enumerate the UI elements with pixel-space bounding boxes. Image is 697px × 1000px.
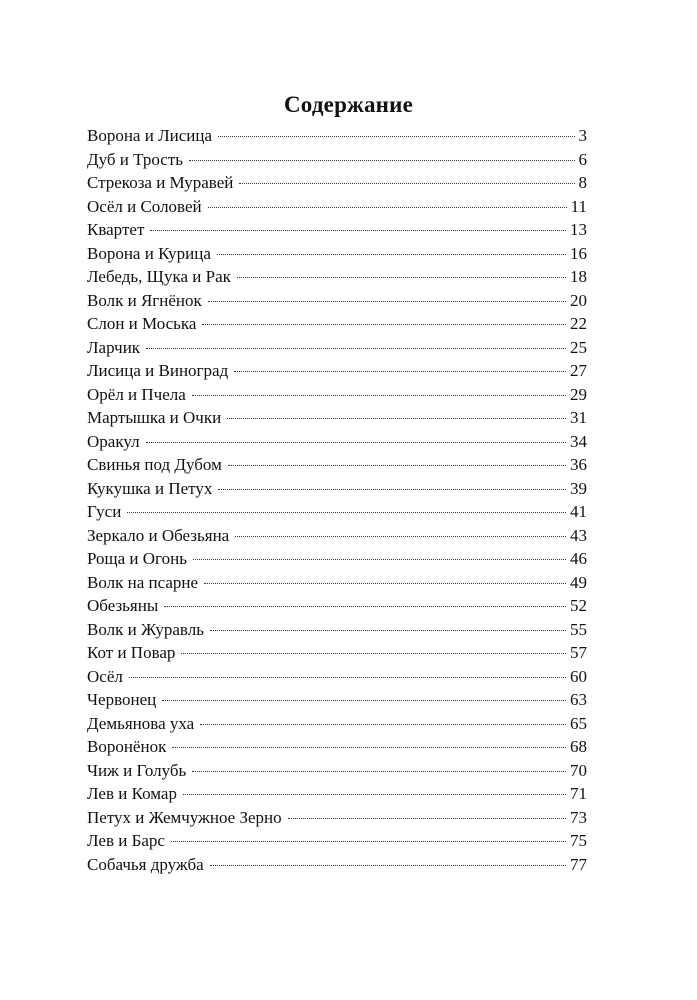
toc-entry: [87, 430, 587, 454]
toc-entry-title: Собачья дружба: [87, 854, 204, 874]
toc-entry-title: Чиж и Голубь: [87, 760, 187, 780]
dot-leader: [146, 348, 566, 349]
toc-entry-page-number: 31: [570, 408, 587, 427]
toc-entry-page-number: 70: [570, 760, 587, 780]
dot-leader: [288, 818, 566, 819]
toc-entry-title: Ларчик: [87, 337, 141, 357]
toc-entry-page-number: 43: [570, 525, 587, 545]
toc-entry-page-number: 11: [570, 196, 587, 216]
toc-entry-page-number: 29: [570, 384, 587, 404]
toc-entry: [87, 524, 587, 548]
toc-entry: [87, 782, 587, 806]
dot-leader: [228, 465, 566, 466]
dot-leader: [192, 771, 566, 772]
toc-entry-page-number: 65: [570, 713, 587, 733]
dot-leader: [202, 324, 566, 325]
toc-entry-title: Осёл и Соловей: [87, 196, 202, 216]
toc-entry-title: Волк и Ягнёнок: [87, 290, 202, 310]
toc-entry: [87, 124, 587, 148]
toc-entry-title: Квартет: [87, 220, 145, 239]
toc-entry-title: Стрекоза и Муравей: [87, 173, 234, 192]
toc-entry-title: Мартышка и Очки: [87, 408, 222, 427]
dot-leader: [210, 630, 566, 631]
toc-entry-page-number: 77: [570, 854, 587, 874]
dot-leader: [181, 653, 566, 654]
dot-leader: [172, 747, 566, 748]
toc-entry: [87, 336, 587, 360]
toc-entry: [87, 148, 587, 172]
toc-entry: [87, 594, 587, 618]
toc-entry-page-number: 41: [570, 502, 587, 521]
toc-entry-title: Обезьяны: [87, 596, 159, 615]
toc-entry-page-number: 73: [570, 807, 587, 827]
toc-entry-page-number: 57: [570, 643, 587, 662]
dot-leader: [218, 136, 575, 137]
dot-leader: [129, 677, 566, 678]
toc-entry-page-number: 6: [578, 149, 587, 169]
toc-entry-title: Зеркало и Обезьяна: [87, 525, 230, 545]
toc-entry: [87, 195, 587, 219]
toc-entry-page-number: 34: [570, 431, 587, 451]
toc-entry: [87, 383, 587, 407]
dot-leader: [146, 442, 566, 443]
dot-leader: [193, 559, 566, 560]
toc-entry-page-number: 52: [570, 596, 587, 615]
toc-entry-page-number: 8: [578, 173, 587, 192]
toc-entry-page-number: 71: [570, 784, 587, 803]
toc-entry-title: Осёл: [87, 666, 123, 686]
toc-entry-page-number: 63: [570, 690, 587, 709]
dot-leader: [127, 512, 566, 513]
toc-entry: [87, 289, 587, 313]
toc-entry-title: Роща и Огонь: [87, 549, 187, 568]
dot-leader: [227, 418, 566, 419]
dot-leader: [239, 183, 574, 184]
dot-leader: [208, 301, 566, 302]
toc-entry: [87, 806, 587, 830]
toc-entry-page-number: 3: [578, 126, 587, 145]
toc-entry: [87, 665, 587, 689]
toc-entry-page-number: 36: [570, 455, 587, 474]
toc-entry-title: Кот и Повар: [87, 643, 176, 662]
toc-entry-title: Кукушка и Петух: [87, 478, 213, 498]
dot-leader: [183, 794, 566, 795]
toc-entry: [87, 242, 587, 266]
dot-leader: [171, 841, 566, 842]
toc-entry: [87, 406, 587, 430]
toc-entry: [87, 453, 587, 477]
dot-leader: [200, 724, 566, 725]
dot-leader: [237, 277, 566, 278]
toc-entry-title: Оракул: [87, 431, 140, 451]
toc-entry-page-number: 18: [570, 267, 587, 286]
dot-leader: [235, 536, 566, 537]
toc-entry: [87, 571, 587, 595]
toc-entry-title: Червонец: [87, 690, 157, 709]
dot-leader: [189, 160, 574, 161]
toc-entry: [87, 477, 587, 501]
toc-entry: [87, 735, 587, 759]
dot-leader: [164, 606, 566, 607]
toc-entry-page-number: 27: [570, 361, 587, 380]
toc-entry-page-number: 68: [570, 737, 587, 756]
toc-entry-title: Слон и Моська: [87, 314, 197, 333]
dot-leader: [208, 207, 567, 208]
toc-entry: [87, 171, 587, 195]
toc-entry-page-number: 75: [570, 831, 587, 850]
toc-entry-title: Демьянова уха: [87, 713, 195, 733]
page-title: Содержание: [284, 92, 413, 117]
toc-entry-title: Ворона и Лисица: [87, 126, 212, 145]
toc-entry-title: Петух и Жемчужное Зерно: [87, 807, 282, 827]
toc-entry: [87, 218, 587, 242]
toc-entry: [87, 688, 587, 712]
toc-entry-title: Волк и Журавль: [87, 619, 204, 639]
toc-entry: [87, 829, 587, 853]
toc-entry-title: Лев и Комар: [87, 784, 177, 803]
dot-leader: [150, 230, 566, 231]
dot-leader: [218, 489, 566, 490]
toc-entry: [87, 547, 587, 571]
toc-entry: [87, 853, 587, 877]
dot-leader: [162, 700, 566, 701]
toc-entry: [87, 759, 587, 783]
toc-entry: [87, 359, 587, 383]
toc-entry-title: Лев и Барс: [87, 831, 165, 850]
toc-entry-page-number: 20: [570, 290, 587, 310]
toc-entry-title: Волк на псарне: [87, 572, 199, 592]
table-of-contents: [87, 124, 587, 876]
dot-leader: [192, 395, 566, 396]
toc-entry-page-number: 22: [570, 314, 587, 333]
toc-entry-title: Гуси: [87, 502, 122, 521]
dot-leader: [217, 254, 566, 255]
dot-leader: [234, 371, 566, 372]
toc-entry-title: Лебедь, Щука и Рак: [87, 267, 231, 286]
toc-entry-title: Воронёнок: [87, 737, 167, 756]
toc-entry: [87, 312, 587, 336]
toc-entry: [87, 618, 587, 642]
toc-entry-page-number: 39: [570, 478, 587, 498]
dot-leader: [210, 865, 566, 866]
toc-entry-title: Ворона и Курица: [87, 243, 211, 263]
toc-entry-title: Орёл и Пчела: [87, 384, 186, 404]
toc-entry: [87, 500, 587, 524]
toc-entry-page-number: 16: [570, 243, 587, 263]
toc-entry-page-number: 49: [570, 572, 587, 592]
toc-entry-title: Лисица и Виноград: [87, 361, 229, 380]
toc-entry-page-number: 13: [570, 220, 587, 239]
toc-entry-title: Дуб и Трость: [87, 149, 184, 169]
toc-entry: [87, 265, 587, 289]
toc-entry: [87, 641, 587, 665]
dot-leader: [204, 583, 566, 584]
toc-entry-title: Свинья под Дубом: [87, 455, 222, 474]
toc-entry-page-number: 46: [570, 549, 587, 568]
toc-entry-page-number: 60: [570, 666, 587, 686]
toc-entry: [87, 712, 587, 736]
toc-entry-page-number: 25: [570, 337, 587, 357]
toc-entry-page-number: 55: [570, 619, 587, 639]
